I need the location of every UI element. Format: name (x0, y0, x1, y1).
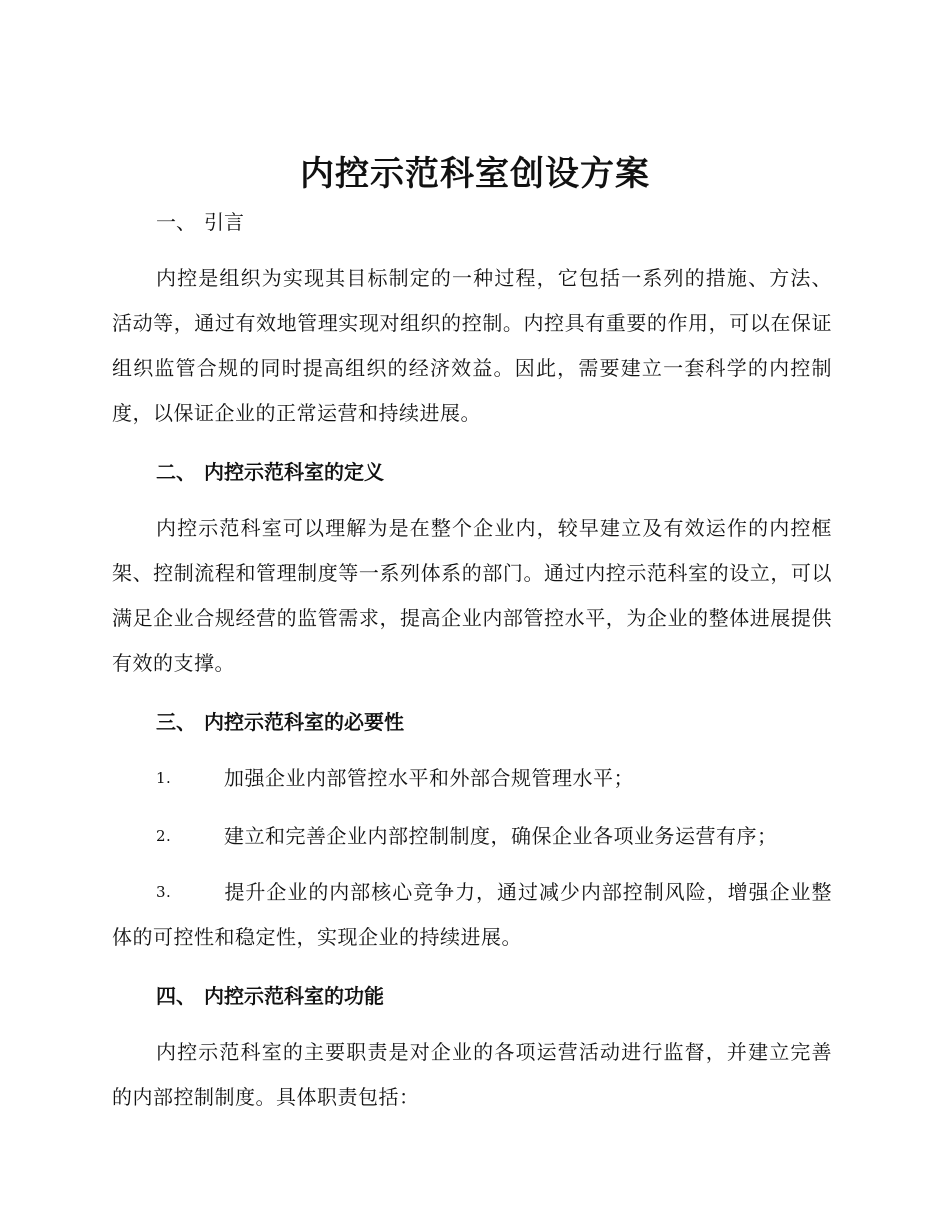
list-marker: 2. (156, 827, 172, 845)
section-title: 引言 (204, 210, 244, 234)
list-item-text: 建立和完善企业内部控制制度，确保企业各项业务运营有序； (224, 824, 778, 848)
document-title: 内控示范科室创设方案 (300, 154, 650, 194)
section-title: 内控示范科室的功能 (204, 984, 384, 1008)
section-heading-definition (156, 458, 384, 486)
list-item (112, 870, 832, 960)
list-item (112, 756, 832, 801)
section-heading-functions (156, 982, 384, 1010)
list-item (112, 814, 832, 859)
list-marker: 3. (156, 883, 172, 901)
section-title: 内控示范科室的必要性 (204, 710, 404, 734)
list-item-text: 提升企业的内部核心竞争力，通过减少内部控制风险，增强企业整体的可控性和稳定性，实现企业的持续进展。 (112, 880, 832, 949)
section-heading-necessity (156, 708, 404, 736)
section-heading-introduction (156, 208, 244, 236)
section-paragraph-introduction: 内控是组织为实现其目标制定的一种过程，它包括一系列的措施、方法、活动等，通过有效地管理实现对组织的控制。内控具有重要的作用，可以在保证组织监管合规的同时提高组织的经济效益。因此，需要建立一套科学的内控制度，以保证企业的正常运营和持续进展。 (112, 266, 832, 425)
section-number: 三、 (156, 710, 196, 734)
section-number: 四、 (156, 984, 196, 1008)
list-item-text: 加强企业内部管控水平和外部合规管理水平； (224, 766, 634, 790)
section-title: 内控示范科室的定义 (204, 460, 384, 484)
section-number: 二、 (156, 460, 196, 484)
section-paragraph-definition: 内控示范科室可以理解为是在整个企业内，较早建立及有效运作的内控框架、控制流程和管理制度等一系列体系的部门。通过内控示范科室的设立，可以满足企业合规经营的监管需求，提高企业内部管控水平，为企业的整体进展提供有效的支撑。 (112, 516, 832, 675)
section-number: 一、 (156, 210, 196, 234)
list-marker: 1. (156, 769, 172, 787)
section-paragraph-functions: 内控示范科室的主要职责是对企业的各项运营活动进行监督，并建立完善的内部控制制度。具体职责包括： (112, 1040, 832, 1109)
